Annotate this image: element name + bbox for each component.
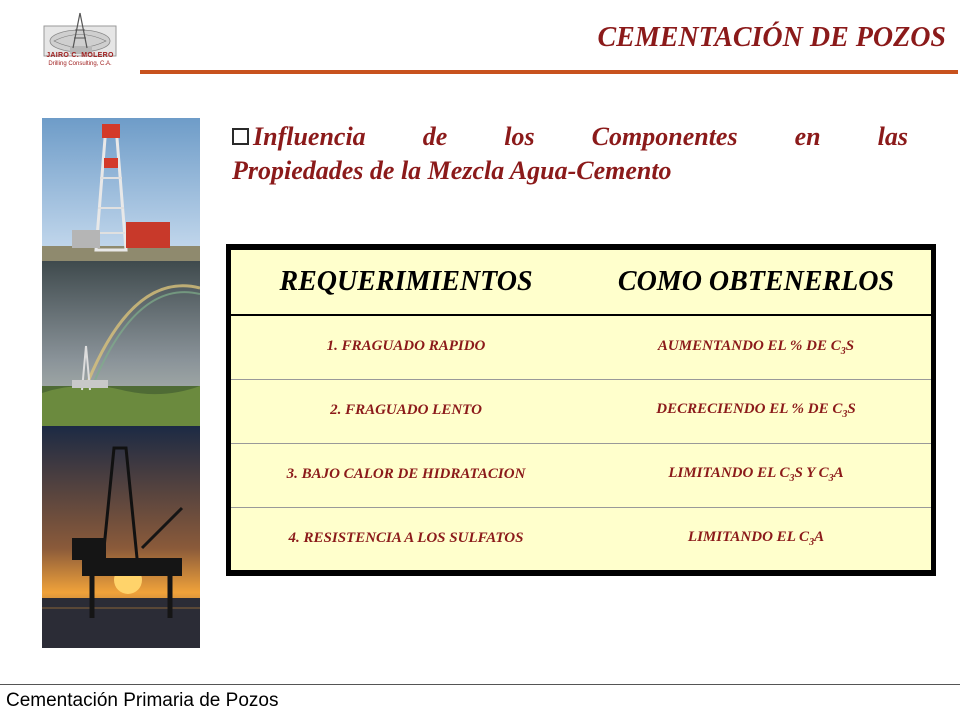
requirement-cell: 2. FRAGUADO LENTO <box>231 379 581 443</box>
method-cell: AUMENTANDO EL % DE $C_3S$ <box>581 315 931 379</box>
photo-rainbow-rig <box>42 261 200 426</box>
table-row <box>231 315 931 379</box>
page-title: CEMENTACIÓN DE POZOS <box>597 22 946 53</box>
table-header-row <box>231 250 931 315</box>
photo-land-rig <box>42 118 200 261</box>
logo-tagline: Drilling Consulting, C.A. <box>48 61 112 67</box>
requirement-cell: 3. BAJO CALOR DE HIDRATACION <box>231 443 581 507</box>
heading-word: en <box>794 122 821 151</box>
table-row <box>231 379 931 443</box>
requirements-table <box>231 250 931 570</box>
footer-divider <box>0 684 960 685</box>
requirement-cell: 1. FRAGUADO RAPIDO <box>231 315 581 379</box>
title-underline <box>140 70 958 74</box>
logo-text <box>40 52 120 67</box>
heading-first-word-group <box>232 120 366 154</box>
heading-word: de <box>422 122 448 151</box>
heading-word: Componentes <box>591 122 738 151</box>
logo-name: JAIRO C. MOLERO <box>46 52 114 59</box>
method-cell: LIMITANDO EL $C_3S$ Y $C_3A$ <box>581 443 931 507</box>
requirements-table-frame <box>226 244 936 576</box>
photo-offshore-rig <box>42 426 200 648</box>
photo-strip <box>42 118 200 648</box>
table-row <box>231 507 931 570</box>
footer-text: Cementación Primaria de Pozos <box>6 690 279 711</box>
heading-word: los <box>504 122 535 151</box>
table-row <box>231 443 931 507</box>
heading-line-1 <box>232 120 908 154</box>
checkbox-bullet-icon <box>232 128 249 145</box>
column-header-how-to-obtain: COMO OBTENERLOS <box>581 250 931 315</box>
column-header-requirements: REQUERIMIENTOS <box>231 250 581 315</box>
heading-word: Influencia <box>253 122 366 151</box>
heading-line-2: Propiedades de la Mezcla Agua-Cemento <box>232 156 672 186</box>
heading-word: las <box>877 122 908 151</box>
section-heading <box>232 120 908 189</box>
requirement-cell: 4. RESISTENCIA A LOS SULFATOS <box>288 529 524 546</box>
method-cell: LIMITANDO EL $C_3A$ <box>687 529 825 548</box>
method-cell: DECRECIENDO EL % DE $C_3S$ <box>581 379 931 443</box>
